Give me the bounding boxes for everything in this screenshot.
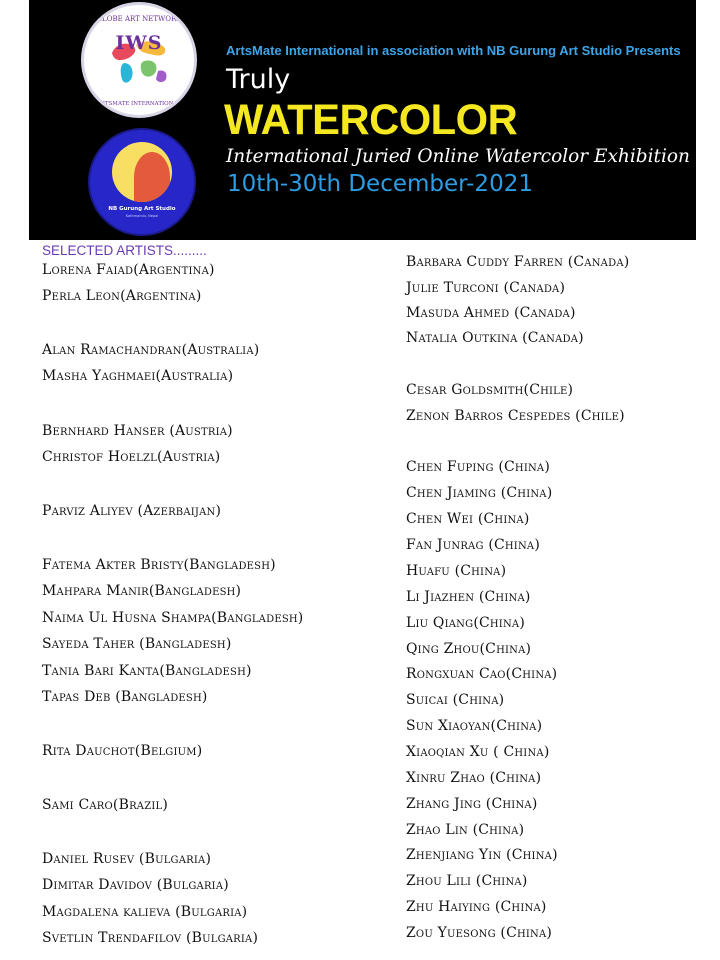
artist-entry: Chen Jiaming (China) (406, 485, 553, 501)
artist-entry: Huafu (China) (406, 563, 507, 579)
header-banner (29, 0, 696, 240)
artist-entry: Tania Bari Kanta(Bangladesh) (42, 663, 252, 679)
artist-entry: Natalia Outkina (Canada) (406, 330, 584, 346)
artist-entry: Zenon Barros Cespedes (Chile) (406, 408, 625, 424)
studio-logo-name: NB Gurung Art Studio (108, 206, 176, 212)
artist-entry: Naima Ul Husna Shampa(Bangladesh) (42, 610, 304, 626)
artist-entry: Lorena Faiad(Argentina) (42, 262, 215, 278)
artist-entry: Zhao Lin (China) (406, 822, 525, 838)
selected-artists-heading: SELECTED ARTISTS......... (42, 243, 207, 258)
artist-entry: Suicai (China) (406, 692, 505, 708)
artist-entry: Julie Turconi (Canada) (406, 280, 566, 296)
artist-entry: Magdalena kalieva (Bulgaria) (42, 904, 248, 920)
artist-entry: Mahpara Manir(Bangladesh) (42, 583, 242, 599)
artist-entry: Rita Dauchot(Belgium) (42, 743, 203, 759)
exhibition-title: WATERCOLOR (224, 96, 518, 144)
artist-entry: Christof Hoelzl(Austria) (42, 449, 221, 465)
artist-entry: Bernhard Hanser (Austria) (42, 423, 233, 439)
artist-entry: Sami Caro(Brazil) (42, 797, 169, 813)
artist-entry: Sun Xiaoyan(China) (406, 718, 543, 734)
presenters-line: ArtsMate International in association with NB Gurung Art Studio Presents (226, 43, 681, 58)
artist-entry: Alan Ramachandran(Australia) (42, 342, 260, 358)
artist-entry: Liu Qiang(China) (406, 615, 525, 631)
artist-entry: Barbara Cuddy Farren (Canada) (406, 254, 630, 270)
globe-ring-bottom-text: ARTSMATE INTERNATIONAL (96, 101, 182, 107)
artist-entry: Fan Junrag (China) (406, 537, 540, 553)
artist-entry: Svetlin Trendafilov (Bulgaria) (42, 930, 259, 946)
nb-gurung-studio-logo (88, 128, 196, 236)
artist-entry: Dimitar Davidov (Bulgaria) (42, 877, 229, 893)
artist-entry: Zhou Lili (China) (406, 873, 528, 889)
artist-entry: Masha Yaghmaei(Australia) (42, 368, 234, 384)
artist-entry: Zhu Haiying (China) (406, 899, 547, 915)
sun-icon (112, 142, 172, 202)
artist-entry: Zhenjiang Yin (China) (406, 847, 558, 863)
exhibition-subtitle: International Juried Online Watercolor Exhibition (226, 146, 690, 167)
globe-ring-top-text: GLOBE ART NETWORK (96, 15, 182, 23)
artist-entry: Sayeda Taher (Bangladesh) (42, 636, 232, 652)
artist-entry: Parviz Aliyev (Azerbaijan) (42, 503, 222, 519)
artist-entry: Xiaoqian Xu ( China) (406, 744, 550, 760)
artist-entry: Li Jiazhen (China) (406, 589, 531, 605)
globe-art-network-logo (81, 2, 197, 118)
artist-entry: Chen Wei (China) (406, 511, 530, 527)
artist-entry: Masuda Ahmed (Canada) (406, 305, 576, 321)
artist-entry: Zou Yuesong (China) (406, 925, 553, 941)
exhibition-dates: 10th-30th December-2021 (227, 171, 533, 197)
artist-entry: Rongxuan Cao(China) (406, 666, 558, 682)
globe-logo-center-text: IWS (115, 32, 163, 54)
studio-logo-subtitle: Kathmandu, Nepal (125, 214, 159, 218)
artist-entry: Tapas Deb (Bangladesh) (42, 689, 208, 705)
world-map-icon (84, 5, 194, 115)
artist-entry: Chen Fuping (China) (406, 459, 551, 475)
title-prefix: Truly (226, 64, 291, 95)
artist-entry: Zhang Jing (China) (406, 796, 538, 812)
artist-entry: Perla Leon(Argentina) (42, 288, 202, 304)
artist-entry: Qing Zhou(China) (406, 641, 532, 657)
artist-entry: Cesar Goldsmith(Chile) (406, 382, 574, 398)
artist-entry: Fatema Akter Bristy(Bangladesh) (42, 557, 276, 573)
artist-entry: Xinru Zhao (China) (406, 770, 542, 786)
artist-entry: Daniel Rusev (Bulgaria) (42, 851, 212, 867)
